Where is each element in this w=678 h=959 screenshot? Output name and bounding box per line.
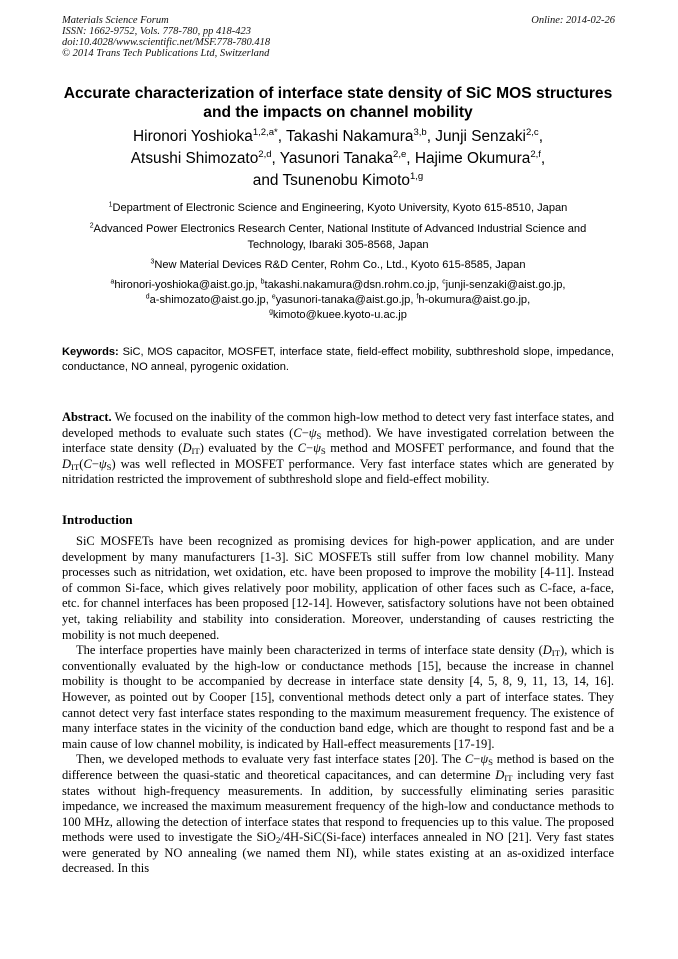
email-mark: g: [269, 308, 273, 316]
author-list: [62, 126, 614, 192]
email-mark: a: [110, 278, 115, 286]
email-address[interactable]: junji-senzaki@aist.go.jp,: [445, 279, 566, 291]
math-subscript: S: [488, 757, 493, 768]
math-subscript: S: [316, 430, 322, 441]
author-separator: ,: [406, 150, 415, 167]
affiliation-number: 2: [89, 222, 94, 230]
math-subscript: IT: [191, 446, 200, 457]
email-mark: e: [271, 293, 276, 301]
email-line-2: [62, 293, 614, 308]
email-line-3: [62, 308, 614, 323]
author-affiliation-mark: 2,f: [530, 148, 541, 160]
math-symbol: −: [306, 441, 314, 456]
journal-name: Materials Science Forum: [62, 15, 169, 26]
math-symbol: C: [293, 425, 302, 440]
doi-line: doi:10.4028/www.scientific.net/MSF.778-780.418: [62, 37, 271, 48]
author-name: and Tsunenobu Kimoto: [252, 172, 410, 189]
math-subscript: IT: [551, 648, 561, 659]
email-address[interactable]: yasunori-tanaka@aist.go.jp,: [275, 294, 417, 306]
abstract-label: Abstract.: [62, 410, 112, 424]
author-separator: ,: [271, 150, 280, 167]
email-list: [62, 278, 614, 323]
author-name: Atsushi Shimozato: [130, 150, 259, 167]
math-symbol: C: [464, 752, 474, 767]
copyright-line: © 2014 Trans Tech Publications Ltd, Switzerland: [62, 48, 270, 59]
section-heading-introduction: Introduction: [62, 512, 133, 527]
author-name: Yasunori Tanaka: [279, 150, 394, 167]
paragraph-text: /4H-SiC(Si-face) interfaces annealed in NO [21]. Very fast states were generated by NO annealing (we named them NI), while states existing at an as-oxidized interface decreased. In this: [62, 830, 614, 876]
paragraph: [62, 643, 614, 752]
affiliation-number: 1: [108, 201, 113, 209]
author-separator: ,: [277, 128, 287, 145]
math-symbol: ψ: [480, 752, 489, 767]
abstract-text: ) was well reflected in MOSFET performance. Very fast interface states which are generated by nitridation restricted the improvement of subthreshold slope and field-effect mobility.: [62, 456, 614, 487]
email-mark: d: [145, 293, 150, 301]
math-symbol: D: [542, 643, 552, 658]
author-line-2: [62, 148, 614, 170]
keywords-label: Keywords:: [62, 346, 119, 358]
email-mark: c: [442, 278, 446, 286]
affiliation-3: [62, 257, 614, 273]
abstract-text: method). We have investigated correlation between the interface state density (: [62, 425, 615, 456]
paragraph-text: ), which is conventionally evaluated by the high-low or conductance methods [15], because the increase in channel mobility is thought to be accompanied by decrease in interface state density [4, 5, 8, 9, 11, 13, 14, 16]. However, as pointed out by Cooper [15], conventional methods detect only a part of interface states. They cannot detect very fast interface states responding to the maximum measurement frequency. The existence of many interface states in the vicinity of the conduction band edge, which are thought to respond fast and be a main cause of low channel mobility, is indicated by Hall-effect measurements [17-19].: [62, 643, 614, 751]
keywords: [62, 345, 614, 375]
affiliation-1: [62, 200, 614, 216]
affiliation-text: New Material Devices R&D Center, Rohm Co., Ltd., Kyoto 615-8585, Japan: [154, 259, 526, 271]
math-subscript: S: [106, 461, 112, 472]
affiliation-text: Advanced Power Electronics Research Center, National Institute of Advanced Industrial Science and Technology, Ibaraki 305-8568, Japan: [93, 223, 587, 251]
issn-line: ISSN: 1662-9752, Vols. 778-780, pp 418-423: [62, 26, 251, 37]
math-symbol: −: [301, 425, 309, 440]
abstract: [62, 410, 614, 488]
math-symbol: ψ: [308, 425, 317, 440]
paragraph-text: method is based on the difference between the quasi-static and theoretical capacitances, and can determine: [62, 752, 614, 782]
online-date: Online: 2014-02-26: [531, 15, 615, 26]
author-affiliation-mark: 3,b: [413, 126, 427, 138]
author-separator: ,: [538, 128, 543, 145]
author-name: Takashi Nakamura: [286, 128, 414, 145]
author-name: Hironori Yoshioka: [133, 128, 253, 145]
email-address[interactable]: a-shimozato@aist.go.jp,: [149, 294, 272, 306]
introduction-body: [62, 534, 614, 877]
email-address[interactable]: hironori-yoshioka@aist.go.jp,: [114, 279, 261, 291]
math-subscript: IT: [71, 461, 80, 472]
abstract-text: method and MOSFET performance, and found that the: [325, 441, 614, 456]
math-subscript: IT: [504, 773, 513, 784]
author-affiliation-mark: 1,g: [409, 170, 424, 182]
math-symbol: C: [297, 441, 306, 456]
running-header-left: [62, 15, 270, 59]
paper-title: Accurate characterization of interface state density of SiC MOS structures and the impacts on channel mobility: [63, 85, 613, 121]
abstract-text: We focused on the inability of the common high-low method to detect very fast interface states, and developed methods to evaluate such states (: [62, 410, 614, 440]
author-separator: ,: [540, 150, 546, 167]
paragraph-text: Then, we developed methods to evaluate very fast interface states [20]. The: [76, 752, 465, 767]
keywords-text: SiC, MOS capacitor, MOSFET, interface state, field-effect mobility, subthreshold slope, impedance, conductance, NO anneal, pyrogenic oxidation.: [62, 346, 614, 373]
author-name: Hajime Okumura: [414, 150, 531, 167]
paragraph-text: including very fast states without high-frequency measurements. In addition, by successfully eliminating series parasitic impedance, we increased the maximum measurement frequency of the high-low and conductance methods to 100 MHz, allowing the detection of interface states that respond to frequencies up to this value. The proposed methods were used to investigate the SiO: [62, 767, 614, 845]
email-address[interactable]: kimoto@kuee.kyoto-u.ac.jp: [272, 309, 407, 321]
math-symbol: D: [182, 441, 192, 456]
author-affiliation-mark: 2,d: [258, 148, 272, 160]
math-subscript: S: [320, 446, 326, 457]
email-line-1: [62, 278, 614, 293]
email-address[interactable]: takashi.nakamura@dsn.rohm.co.jp,: [264, 279, 443, 291]
author-affiliation-mark: 2,c: [525, 126, 539, 138]
affiliation-text: Department of Electronic Science and Engineering, Kyoto University, Kyoto 615-8510, Japan: [112, 202, 568, 214]
math-symbol: C: [83, 456, 92, 471]
affiliation-number: 3: [150, 258, 155, 266]
math-symbol: D: [62, 456, 72, 471]
math-symbol: ψ: [313, 441, 321, 456]
email-mark: f: [416, 293, 419, 301]
math-symbol: ψ: [98, 456, 107, 471]
author-name: Junji Senzaki: [435, 128, 526, 145]
math-symbol: −: [473, 752, 481, 767]
email-address[interactable]: h-okumura@aist.go.jp,: [418, 294, 531, 306]
paragraph: SiC MOSFETs have been recognized as promising devices for high-power application, and are under development by many manufacturers [1-3]. SiC MOSFETs still suffer from low channel mobility. Many processes such as nitridation, wet oxidation, etc. have been proposed to improve the mobility [4-11]. Instead of common Si-face, which gives relatively poor mobility, application of other faces such as C-face, a-face, etc. for channel interfaces has been proposed [12-14]. However, satisfactory solutions have not been obtained yet, taking reliability and stability into consideration. Moreover, understanding of causes restricting the mobility is not much deepened.: [62, 534, 614, 642]
math-subscript: 2: [275, 835, 281, 846]
paragraph-text: The interface properties have mainly been characterized in terms of interface state density (: [76, 643, 543, 658]
math-symbol: −: [91, 456, 99, 471]
affiliation-2: [62, 221, 614, 253]
abstract-text: ) evaluated by the: [199, 441, 298, 456]
author-line-1: [62, 126, 614, 148]
email-mark: b: [260, 278, 265, 286]
author-affiliation-mark: 2,e: [393, 148, 407, 160]
math-symbol: D: [495, 767, 505, 782]
author-affiliation-mark: 1,2,a*: [252, 126, 278, 138]
author-separator: ,: [426, 128, 436, 145]
math-symbol: (: [79, 456, 84, 471]
paragraph: [62, 752, 614, 877]
author-line-3: [62, 170, 614, 192]
